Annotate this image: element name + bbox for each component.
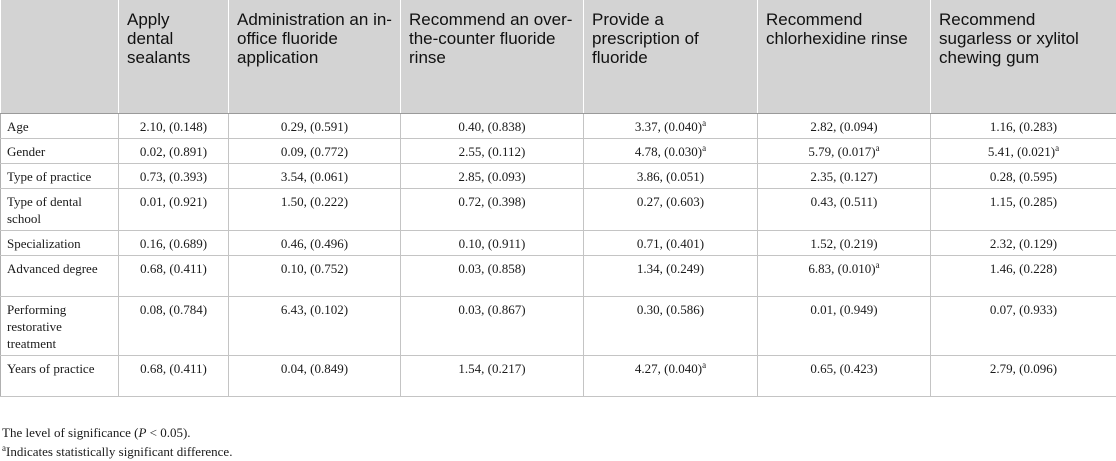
cell-value: 4.27, (0.040) <box>634 361 703 376</box>
table-cell <box>758 114 931 139</box>
row-label: Type of practice <box>1 164 119 189</box>
table-cell <box>931 114 1116 139</box>
table-cell <box>758 356 931 397</box>
significance-note: The level of significance (P < 0.05). <box>2 425 191 440</box>
significance-marker: a <box>875 260 880 270</box>
table-cell <box>758 256 931 297</box>
footnote-marker: a <box>2 443 6 453</box>
cell-value: 0.03, (0.867) <box>458 302 526 317</box>
significance-marker: a <box>875 143 880 153</box>
cell-value: 0.71, (0.401) <box>636 236 705 251</box>
table-cell <box>401 189 584 231</box>
table-cell <box>931 256 1116 297</box>
column-header-stub <box>1 0 119 114</box>
table-cell <box>401 356 584 397</box>
cell-value: 0.28, (0.595) <box>989 169 1058 184</box>
table-row <box>1 139 1116 164</box>
cell-value: 0.07, (0.933) <box>989 302 1058 317</box>
significance-marker: a <box>702 143 707 153</box>
cell-value: 2.10, (0.148) <box>139 119 208 134</box>
cell-value: 1.52, (0.219) <box>810 236 878 251</box>
cell-value: 0.16, (0.689) <box>139 236 208 251</box>
table-cell <box>584 356 758 397</box>
cell-value: 6.83, (0.010) <box>808 261 876 276</box>
table-cell <box>758 297 931 356</box>
cell-value: 2.32, (0.129) <box>989 236 1058 251</box>
table-cell <box>584 256 758 297</box>
column-header: Provide a prescription of fluoride <box>584 0 758 114</box>
cell-value: 0.03, (0.858) <box>458 261 526 276</box>
table-cell <box>758 231 931 256</box>
cell-value: 1.34, (0.249) <box>636 261 705 276</box>
table-cell <box>119 356 229 397</box>
cell-value: 1.50, (0.222) <box>280 194 349 209</box>
row-label: Gender <box>1 139 119 164</box>
cell-value: 0.10, (0.752) <box>280 261 349 276</box>
table-cell <box>229 356 401 397</box>
cell-value: 0.43, (0.511) <box>810 194 878 209</box>
column-header: Recommend chlorhexidine rinse <box>758 0 931 114</box>
cell-value: 0.29, (0.591) <box>280 119 349 134</box>
cell-value: 1.46, (0.228) <box>989 261 1058 276</box>
table-cell <box>119 297 229 356</box>
table-cell <box>119 189 229 231</box>
row-label: Years of practice <box>1 356 119 397</box>
cell-value: 2.55, (0.112) <box>458 144 526 159</box>
cell-value: 0.09, (0.772) <box>280 144 349 159</box>
table-row <box>1 114 1116 139</box>
table-cell <box>229 139 401 164</box>
table-cell <box>584 297 758 356</box>
cell-value: 1.16, (0.283) <box>989 119 1058 134</box>
table-row <box>1 356 1116 397</box>
cell-value: 0.27, (0.603) <box>636 194 705 209</box>
cell-value: 0.08, (0.784) <box>139 302 208 317</box>
table-cell <box>584 231 758 256</box>
table-cell <box>229 164 401 189</box>
table-cell <box>119 114 229 139</box>
row-label: Performing restorative treatment <box>1 297 119 356</box>
row-label: Advanced degree <box>1 256 119 297</box>
cell-value: 0.72, (0.398) <box>458 194 526 209</box>
table-cell <box>758 189 931 231</box>
table-cell <box>584 189 758 231</box>
table-row <box>1 231 1116 256</box>
table-cell <box>931 356 1116 397</box>
cell-value: 0.02, (0.891) <box>139 144 208 159</box>
header-row <box>1 0 1116 114</box>
cell-value: 2.35, (0.127) <box>810 169 878 184</box>
row-label: Type of dental school <box>1 189 119 231</box>
cell-value: 0.01, (0.921) <box>139 194 208 209</box>
column-header: Apply dental sealants <box>119 0 229 114</box>
table-cell <box>119 256 229 297</box>
table-cell <box>229 189 401 231</box>
cell-value: 0.04, (0.849) <box>280 361 349 376</box>
column-header: Recommend sugarless or xylitol chewing gum <box>931 0 1116 114</box>
table-cell <box>584 114 758 139</box>
table-cell <box>931 231 1116 256</box>
cell-value: 2.82, (0.094) <box>810 119 878 134</box>
table-cell <box>229 297 401 356</box>
cell-value: 3.37, (0.040) <box>634 119 703 134</box>
cell-value: 3.54, (0.061) <box>280 169 349 184</box>
row-label: Age <box>1 114 119 139</box>
table-cell <box>401 256 584 297</box>
table-cell <box>229 114 401 139</box>
table-cell <box>119 164 229 189</box>
cell-value: 1.15, (0.285) <box>989 194 1058 209</box>
table-cell <box>401 139 584 164</box>
significance-marker: a <box>702 360 707 370</box>
significance-marker: a <box>1055 143 1060 153</box>
table-cell <box>401 297 584 356</box>
cell-value: 1.54, (0.217) <box>458 361 526 376</box>
table-cell <box>931 164 1116 189</box>
cell-value: 5.79, (0.017) <box>808 144 876 159</box>
marker-note: $^a$Indicates statistically significant difference. <box>2 443 233 459</box>
cell-value: 4.78, (0.030) <box>634 144 703 159</box>
significance-marker: a <box>702 118 707 128</box>
table-cell <box>758 139 931 164</box>
cell-value: 0.73, (0.393) <box>139 169 208 184</box>
cell-value: 3.86, (0.051) <box>636 169 705 184</box>
cell-value: 0.10, (0.911) <box>458 236 526 251</box>
table-cell <box>584 164 758 189</box>
row-label: Specialization <box>1 231 119 256</box>
cell-value: 2.79, (0.096) <box>989 361 1058 376</box>
cell-value: 0.68, (0.411) <box>140 361 207 376</box>
table-cell <box>931 297 1116 356</box>
column-header: Recommend an over-the-counter fluoride rinse <box>401 0 584 114</box>
table-cell <box>229 231 401 256</box>
cell-value: 0.68, (0.411) <box>140 261 207 276</box>
table-cell <box>931 139 1116 164</box>
cell-value: 0.40, (0.838) <box>458 119 526 134</box>
cell-value: 0.46, (0.496) <box>280 236 349 251</box>
table-cell <box>758 164 931 189</box>
table-cell <box>584 139 758 164</box>
table-cell <box>931 189 1116 231</box>
table-cell <box>119 231 229 256</box>
table-row <box>1 256 1116 297</box>
table-row <box>1 164 1116 189</box>
table-row <box>1 189 1116 231</box>
table-cell <box>401 164 584 189</box>
cell-value: 0.01, (0.949) <box>810 302 878 317</box>
cell-value: 0.30, (0.586) <box>636 302 705 317</box>
cell-value: 2.85, (0.093) <box>458 169 526 184</box>
cell-value: 0.65, (0.423) <box>810 361 878 376</box>
cell-value: 5.41, (0.021) <box>987 144 1056 159</box>
table-cell <box>401 231 584 256</box>
column-header: Administration an in-office fluoride application <box>229 0 401 114</box>
table-row <box>1 297 1116 356</box>
table-cell <box>229 256 401 297</box>
table-cell <box>119 139 229 164</box>
table-cell <box>401 114 584 139</box>
cell-value: 6.43, (0.102) <box>280 302 349 317</box>
